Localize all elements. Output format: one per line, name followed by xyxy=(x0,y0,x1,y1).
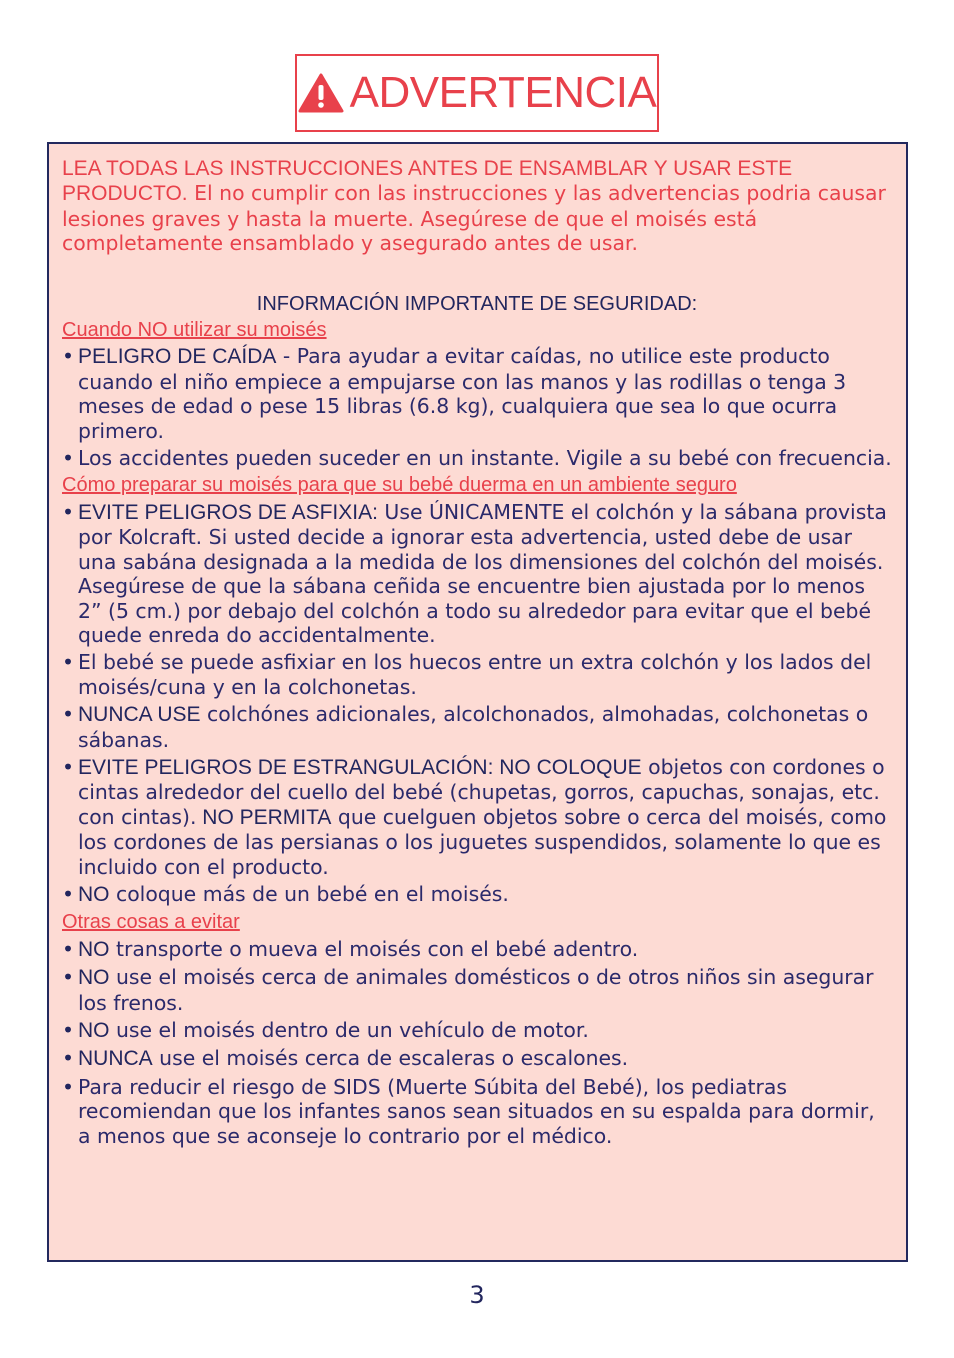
list-item: • NO transporte o mueva el moisés con el bebé adentro. xyxy=(62,937,892,962)
section-list xyxy=(62,937,892,1148)
section-heading: Cómo preparar su moisés para que su bebé duerma en un ambiente seguro xyxy=(62,474,737,497)
intro-paragraph xyxy=(62,156,892,256)
list-item: • NO coloque más de un bebé en el moisés. xyxy=(62,882,892,907)
list-item: • Los accidentes pueden suceder en un instante. Vigile a su bebé con frecuencia. xyxy=(62,446,892,470)
list-item: • NUNCA use el moisés cerca de escaleras o escalones. xyxy=(62,1046,892,1071)
list-item: • NO use el moisés dentro de un vehículo de motor. xyxy=(62,1018,892,1043)
list-item: • PELIGRO DE CAÍDA - Para ayudar a evitar caídas, no utilice este producto cuando el niño empiece a empujarse con las manos y las rodillas o tenga 3 meses de edad o pese 15 libras (6.8 kg), cualquiera que sea lo que ocurra primero. xyxy=(62,344,892,443)
list-item: • El bebé se puede asfixiar en los huecos entre un extra colchón y los lados del moisés/cuna y en la colchonetas. xyxy=(62,650,892,699)
section-list xyxy=(62,500,892,908)
section-heading: Cuando NO utilizar su moisés xyxy=(62,319,327,342)
warning-header xyxy=(295,54,659,132)
warning-content xyxy=(62,156,892,1151)
intro-lead: LEA TODAS LAS INSTRUCCIONES ANTES DE ENSAMBLAR Y USAR ESTE PRODUCTO. xyxy=(62,157,793,206)
list-item: • NO use el moisés cerca de animales domésticos o de otros niños sin asegurar los frenos. xyxy=(62,965,892,1015)
list-item: • NUNCA USE colchónes adicionales, alcolchonados, almohadas, colchonetas o sábanas. xyxy=(62,702,892,752)
list-item: • EVITE PELIGROS DE ESTRANGULACIÓN: NO COLOQUE objetos con cordones o cintas alrededor del cuello del bebé (chupetas, gorros, capuchas, sonajas, etc. con cintas). NO PERMITA que cuelguen objetos sobre o cerca del moisés, como los cordones de las persianas o los juguetes suspendidos, solamente lo que es incluido con el producto. xyxy=(62,755,892,879)
list-item: • EVITE PELIGROS DE ASFIXIA: Use ÚNICAMENTE el colchón y la sábana provista por Kolcraft. Si usted decide a ignorar esta advertencia, usted debe de usar una sabána designada a la medida de los dimensiones del colchón del moisés. Asegúrese de que la sábana ceñida se encuentre bien ajustada por lo menos 2” (5 cm.) por debajo del colchón a todo su alrededor para evitar que el bebé quede enreda do accidentalmente. xyxy=(62,500,892,647)
section-heading: Otras cosas a evitar xyxy=(62,911,240,934)
list-item: • Para reducir el riesgo de SIDS (Muerte Súbita del Bebé), los pediatras recomiendan que los infantes sanos sean situados en su espalda para dormir, a menos que se aconseje lo contrario por el médico. xyxy=(62,1075,892,1148)
page-number: 3 xyxy=(469,1281,485,1309)
intro-text: El no cumplir con las instrucciones y las advertencias podria causar lesiones graves y hasta la muerte. Asegúrese de que el moisés está completamente ensamblado y asegurado antes de usar. xyxy=(62,181,886,256)
warning-triangle-icon xyxy=(298,73,344,113)
section-list xyxy=(62,344,892,470)
safety-heading: INFORMACIÓN IMPORTANTE DE SEGURIDAD: xyxy=(256,292,698,315)
warning-title: ADVERTENCIA xyxy=(349,68,657,117)
